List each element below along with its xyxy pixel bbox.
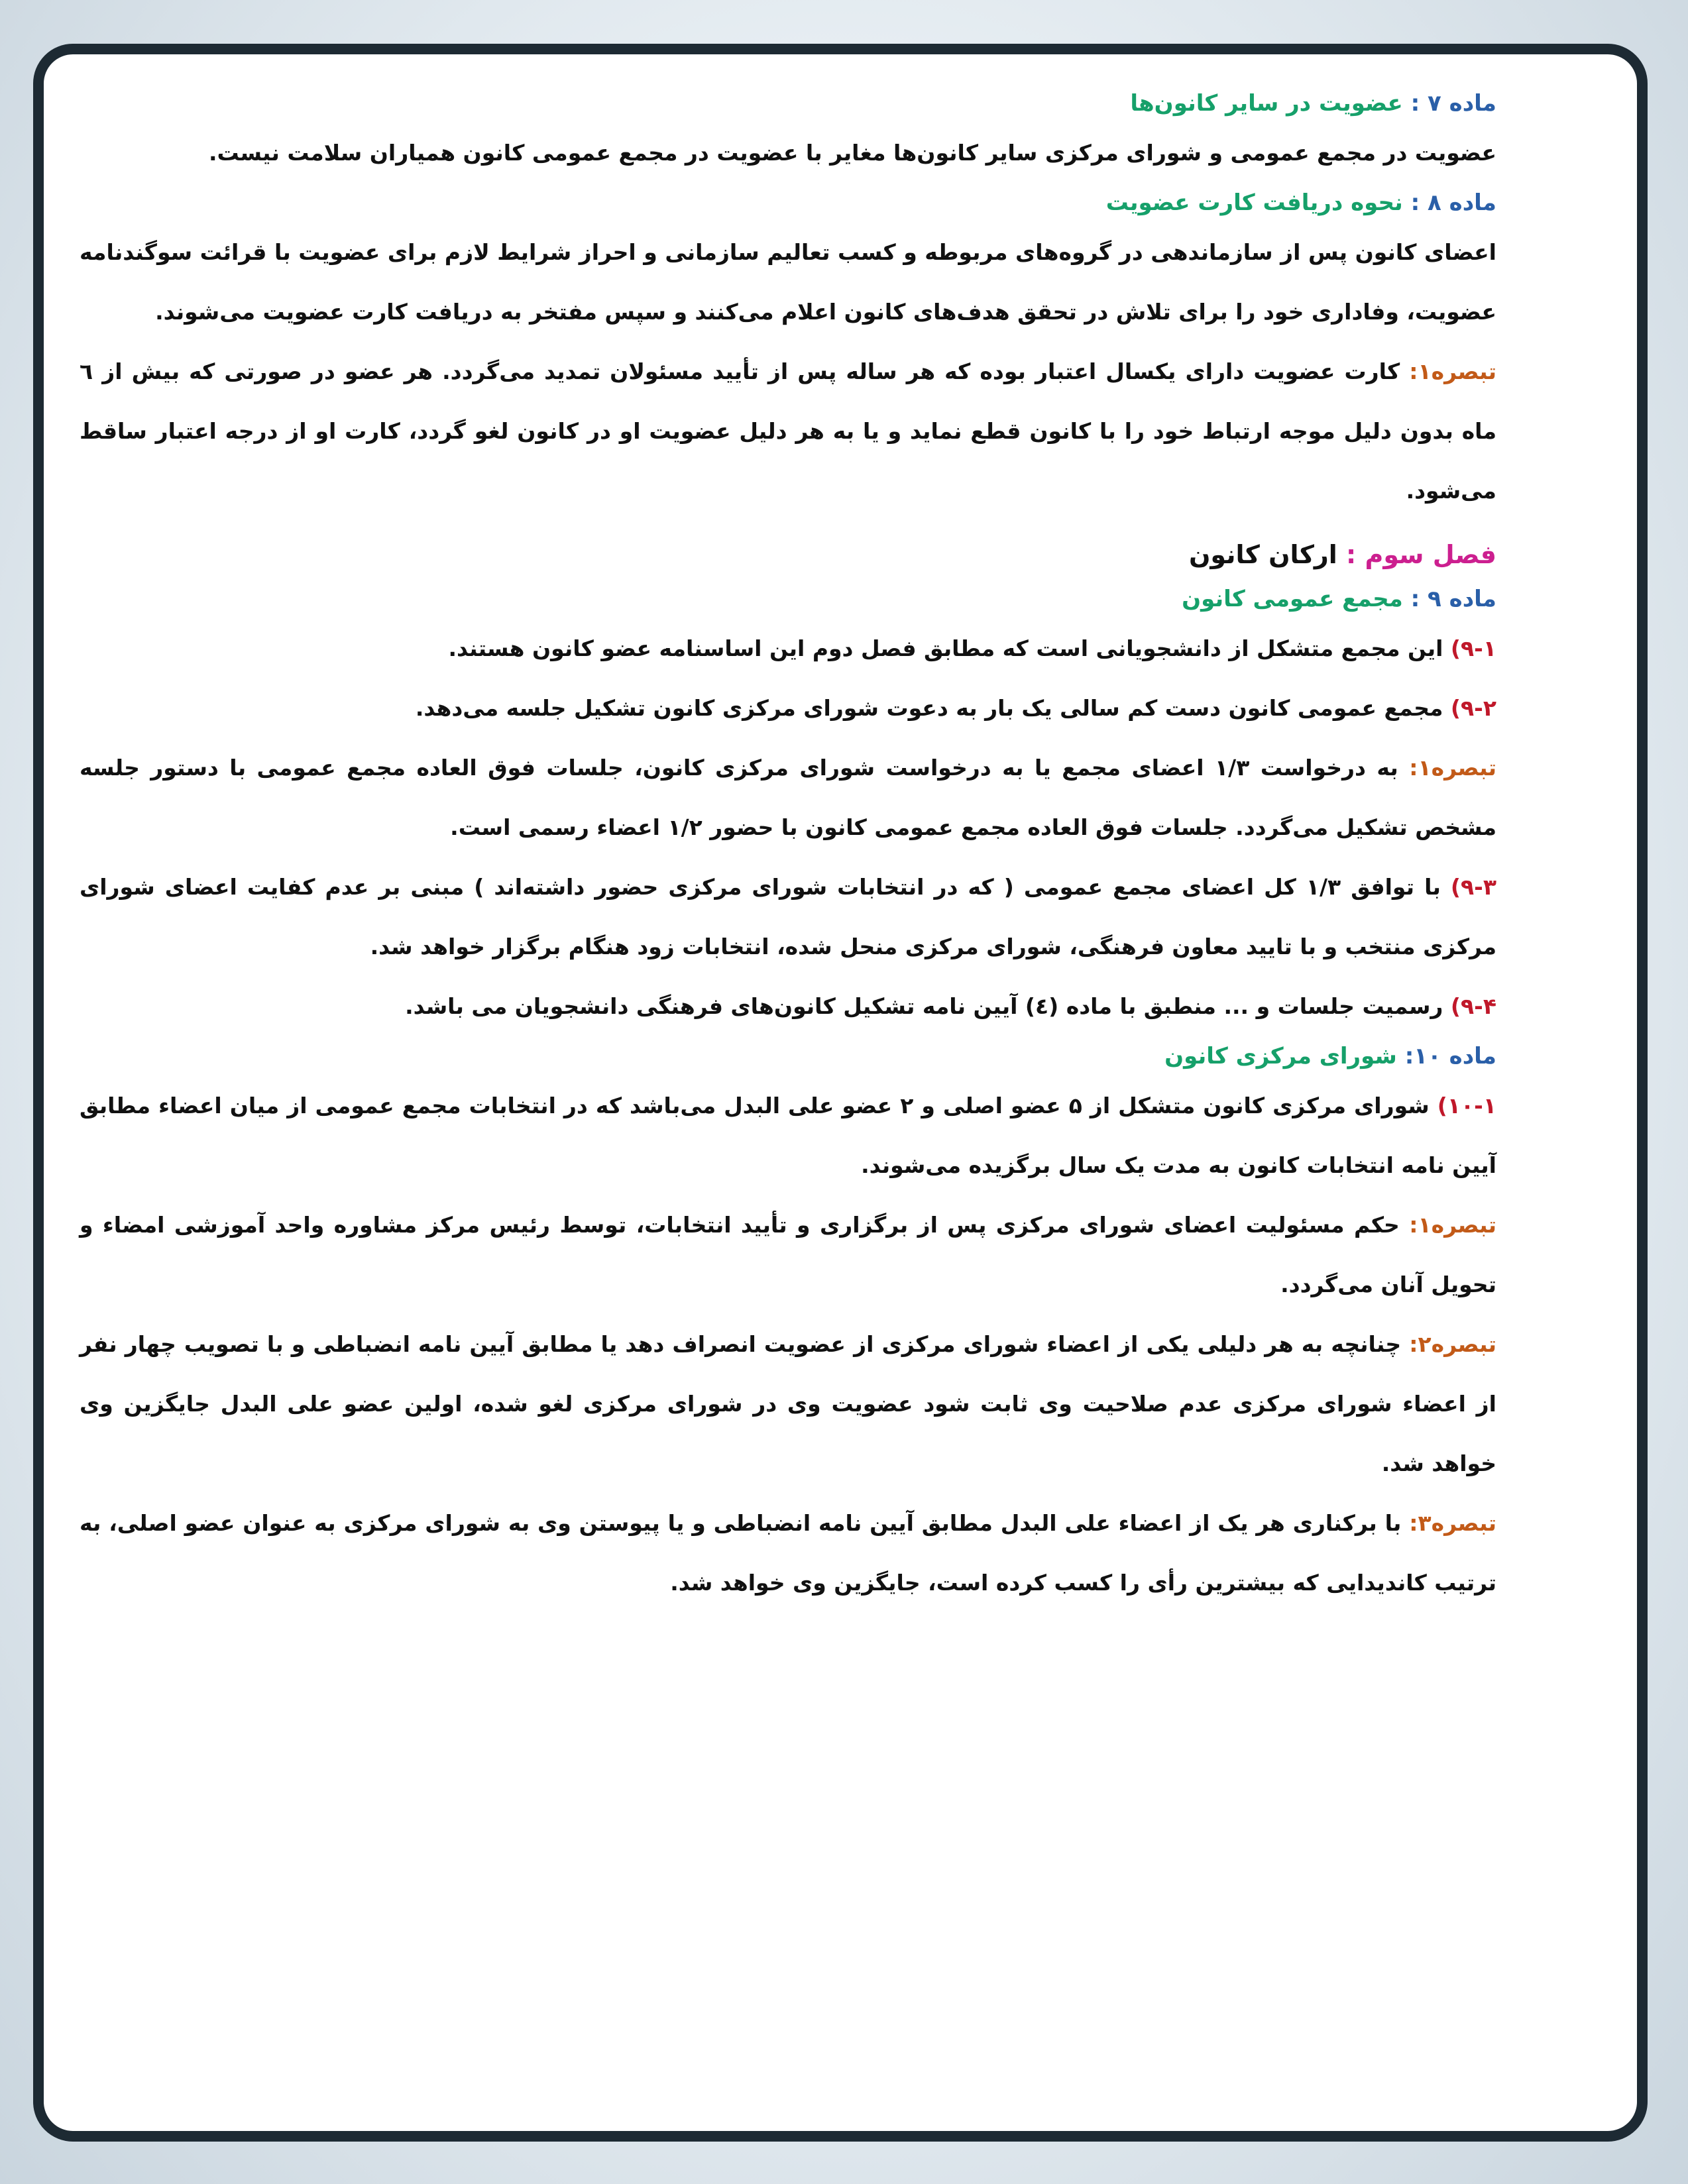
article-number: ماده ۱۰: <box>1396 1043 1496 1069</box>
article-title: شورای مرکزی کانون <box>1164 1043 1397 1069</box>
note-label: تبصره۱: <box>1398 755 1496 781</box>
note-text: با برکناری هر یک از اعضاء علی البدل مطابق آیین نامه انضباطی و یا پیوستن وی به شورای مرکزی به عنوان عضو اصلی، به ترتیب کاندیدایی که بیشترین رأی را کسب کرده است، جایگزین وی خواهد شد. <box>80 1510 1496 1596</box>
clause-9-4 <box>80 977 1496 1036</box>
article-number: ماده ۷ : <box>1402 90 1496 117</box>
clause-number: ۹-۳) <box>1440 874 1496 900</box>
chapter-title: ارکان کانون <box>1189 540 1337 569</box>
article-10-heading <box>80 1036 1496 1076</box>
article-9-note-1 <box>80 738 1496 857</box>
article-10-note-2 <box>80 1315 1496 1494</box>
article-8-paragraph <box>80 223 1496 342</box>
note-text: کارت عضویت دارای یکسال اعتبار بوده که هر ساله پس از تأیید مسئولان تمدید می‌گردد. هر عضو در صورتی که بیش از ٦ ماه بدون دلیل موجه ارتباط خود را با کانون قطع نماید و یا به هر دلیل عضویت او در کانون لغو گردد، کارت او از درجه اعتبار ساقط می‌شود. <box>80 358 1496 504</box>
clause-number: ۹-۲) <box>1443 695 1496 721</box>
clause-number: ۹-۴) <box>1443 993 1496 1019</box>
note-text: به درخواست ۱/۳ اعضای مجمع یا به درخواست شورای مرکزی کانون، جلسات فوق العاده مجمع عمومی با دستور جلسه مشخص تشکیل می‌گردد. جلسات فوق العاده مجمع عمومی کانون با حضور ۱/۲ اعضاء رسمی است. <box>80 755 1496 840</box>
clause-10-1 <box>80 1076 1496 1195</box>
article-title: مجمع عمومی کانون <box>1182 586 1403 612</box>
clause-9-1 <box>80 619 1496 679</box>
note-label: تبصره۱: <box>1399 1212 1496 1238</box>
article-title: نحوه دریافت کارت عضویت <box>1105 190 1403 216</box>
article-number: ماده ۹ : <box>1402 586 1496 612</box>
clause-9-3 <box>80 857 1496 977</box>
clause-9-2 <box>80 679 1496 738</box>
note-label: تبصره۳: <box>1401 1510 1496 1536</box>
clause-number: ۱۰-۱) <box>1429 1093 1496 1119</box>
document-body <box>80 83 1496 1613</box>
clause-text: مجمع عمومی کانون دست کم سالی یک بار به دعوت شورای مرکزی کانون تشکیل جلسه می‌دهد. <box>415 695 1443 721</box>
article-number: ماده ۸ : <box>1402 190 1496 216</box>
article-8-heading <box>80 183 1496 223</box>
clause-text: رسمیت جلسات و ... منطبق با ماده (٤) آیین نامه تشکیل کانون‌های فرهنگی دانشجویان می باشد. <box>405 993 1443 1019</box>
clause-text: با توافق ۱/۳ کل اعضای مجمع عمومی ( که در انتخابات شورای مرکزی حضور داشته‌اند ) مبنی بر عدم کفایت اعضای شورای مرکزی منتخب و با تایید معاون فرهنگی، شورای مرکزی منحل شده، انتخابات زود هنگام برگزار خواهد شد. <box>80 874 1496 959</box>
article-7-paragraph <box>80 123 1496 183</box>
article-8-note-1 <box>80 342 1496 521</box>
paragraph-text: اعضای کانون پس از سازماندهی در گروه‌های مربوطه و کسب تعالیم سازمانی و احراز شرایط لازم برای عضویت با قرائت سوگندنامه عضویت، وفاداری خود را برای تلاش در تحقق هدف‌های کانون اعلام می‌کنند و سپس مفتخر به دریافت کارت عضویت می‌شوند. <box>80 239 1496 325</box>
article-9-heading <box>80 579 1496 619</box>
clause-text: این مجمع متشکل از دانشجویانی است که مطابق فصل دوم این اساسنامه عضو کانون هستند. <box>448 635 1443 661</box>
paragraph-text: عضویت در مجمع عمومی و شورای مرکزی سایر کانون‌ها مغایر با عضویت در مجمع عمومی کانون همیاران سلامت نیست. <box>208 140 1496 166</box>
note-label: تبصره۱: <box>1400 358 1497 384</box>
note-label: تبصره۲: <box>1401 1331 1496 1357</box>
article-10-note-3 <box>80 1494 1496 1613</box>
article-title: عضویت در سایر کانون‌ها <box>1130 90 1403 117</box>
note-text: حکم مسئولیت اعضای شورای مرکزی پس از برگزاری و تأیید انتخابات، توسط رئیس مرکز مشاوره واحد آموزشی امضاء و تحویل آنان می‌گردد. <box>80 1212 1496 1297</box>
chapter-3-heading <box>80 530 1496 579</box>
clause-text: شورای مرکزی کانون متشکل از ۵ عضو اصلی و ۲ عضو علی البدل می‌باشد که در انتخابات مجمع عمومی از میان اعضاء مطابق آیین نامه انتخابات کانون به مدت یک سال برگزیده می‌شوند. <box>80 1093 1496 1178</box>
chapter-number: فصل سوم : <box>1337 540 1496 569</box>
clause-number: ۹-۱) <box>1443 635 1496 661</box>
note-text: چنانچه به هر دلیلی یکی از اعضاء شورای مرکزی از عضویت انصراف دهد یا مطابق آیین نامه انضباطی و با تصویب چهار نفر از اعضاء شورای مرکزی عدم صلاحیت وی ثابت شود عضویت وی در شورای مرکزی لغو شده، اولین عضو علی البدل جایگزین وی خواهد شد. <box>80 1331 1496 1476</box>
article-7-heading <box>80 83 1496 123</box>
article-10-note-1 <box>80 1195 1496 1315</box>
